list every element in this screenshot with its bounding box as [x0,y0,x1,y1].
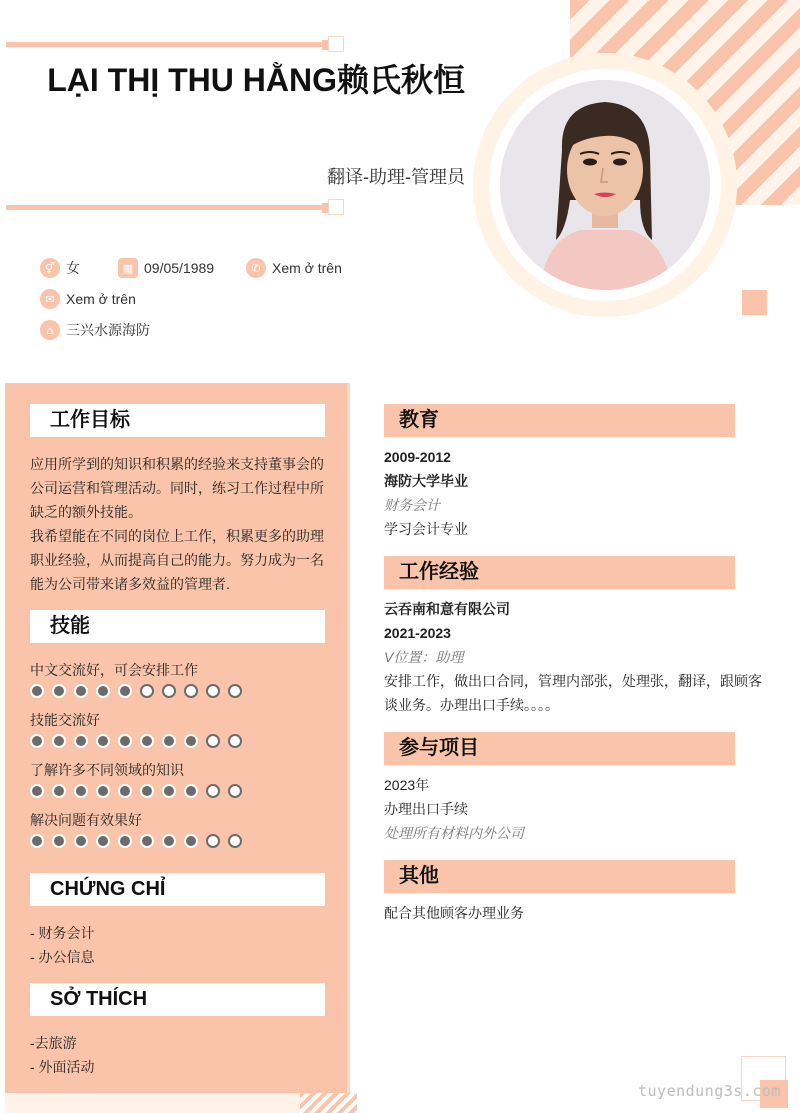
rating-dot-filled [52,684,66,698]
gender-value: 女 [66,260,80,276]
birthday-item [118,258,214,278]
rating-dot-filled [96,684,110,698]
experience-position: V位置：助理 [384,649,464,665]
rating-dot-filled [30,784,44,798]
decorative-box [328,199,344,215]
other-description: 配合其他顾客办理业务 [384,905,524,921]
experience-company: 云吞南和意有限公司 [384,601,510,617]
skill-rating [30,834,250,848]
email-item [40,289,136,309]
rating-dot-filled [162,734,176,748]
calendar-icon: ▦ [118,258,138,278]
project-year: 2023年 [384,777,430,793]
candidate-name: LẠI THỊ THU HẰNG赖氏秋恒 [47,62,465,98]
rating-dot-filled [118,684,132,698]
certificate-item: - 财务会计 [30,925,95,941]
skill-rating [30,684,250,698]
rating-dot-filled [30,834,44,848]
rating-dot-empty [206,684,220,698]
experience-description: 安排工作，做出口合同，管理内部张，处理张，翻译，跟顾客 谈业务。办理出口手续。。。。 [384,673,762,713]
rating-dot-filled [118,734,132,748]
hobby-item: -去旅游 [30,1035,77,1051]
skill-rating [30,734,250,748]
section-title-projects: 参与项目 [384,732,735,765]
experience-period: 2021-2023 [384,625,451,641]
certificate-item: - 办公信息 [30,949,95,965]
rating-dot-empty [228,784,242,798]
skill-rating [30,784,250,798]
gender-icon: ⚥ [40,258,60,278]
rating-dot-empty [228,684,242,698]
skill-label: 了解许多不同领域的知识 [30,762,184,778]
rating-dot-filled [74,784,88,798]
skill-label: 技能交流好 [30,712,100,728]
rating-dot-empty [162,684,176,698]
education-school: 海防大学毕业 [384,473,468,489]
rating-dot-filled [52,784,66,798]
section-title-other: 其他 [384,860,735,893]
rating-dot-filled [30,684,44,698]
gender-item [40,258,80,278]
section-title-objective: 工作目标 [30,404,325,437]
education-major: 财务会计 [384,497,440,513]
birthday-value: 09/05/1989 [144,260,215,276]
rating-dot-filled [118,784,132,798]
rating-dot-filled [162,834,176,848]
section-title-certificates: CHỨNG CHỈ [30,873,325,906]
profile-photo [500,80,710,290]
section-title-experience: 工作经验 [384,556,735,589]
decorative-box [328,36,344,52]
rating-dot-filled [96,734,110,748]
rating-dot-filled [140,834,154,848]
project-description: 处理所有材料内外公司 [384,825,524,841]
hobby-item: - 外面活动 [30,1059,95,1075]
rating-dot-filled [118,834,132,848]
education-period: 2009-2012 [384,449,451,465]
decorative-square [742,290,767,315]
address-item [40,320,150,340]
rating-dot-filled [184,784,198,798]
project-name: 办理出口手续 [384,801,468,817]
rating-dot-empty [184,684,198,698]
phone-item [246,258,342,278]
rating-dot-filled [30,734,44,748]
phone-value: Xem ở trên [272,260,342,276]
email-value: Xem ở trên [66,291,136,307]
home-icon: ⌂ [40,320,60,340]
rating-dot-empty [140,684,154,698]
rating-dot-empty [206,784,220,798]
decorative-line-bottom [6,205,328,210]
skill-label: 中文交流好，可会安排工作 [30,662,198,678]
job-title: 翻译-助理-管理员 [327,167,465,187]
section-title-hobbies: SỞ THÍCH [30,983,325,1016]
rating-dot-filled [52,734,66,748]
address-value: 三兴水源海防 [66,322,150,338]
rating-dot-filled [184,734,198,748]
rating-dot-empty [228,834,242,848]
rating-dot-filled [74,834,88,848]
rating-dot-filled [52,834,66,848]
email-icon: ✉ [40,289,60,309]
objective-text: 应用所学到的知识和积累的经验来支持董事会的 公司运营和管理活动。同时，练习工作过程中所 缺乏的额外技能。 我希望能在不同的岗位上工作，积累更多的助理 职业经验，从而提高自己的能力。努力成为一名 能为公司带来诸多效益的管理者. [30,456,324,592]
section-title-skills: 技能 [30,610,325,643]
education-description: 学习会计专业 [384,521,468,537]
decorative-line-top [6,42,328,47]
rating-dot-filled [96,784,110,798]
section-title-education: 教育 [384,404,735,437]
rating-dot-filled [162,784,176,798]
phone-icon: ✆ [246,258,266,278]
skill-label: 解决问题有效果好 [30,812,142,828]
decorative-stripes-bottom [300,1093,357,1113]
rating-dot-empty [206,734,220,748]
rating-dot-filled [184,834,198,848]
rating-dot-filled [74,684,88,698]
rating-dot-empty [228,734,242,748]
rating-dot-filled [140,734,154,748]
rating-dot-filled [140,784,154,798]
rating-dot-filled [96,834,110,848]
watermark: tuyendung3s.com [638,1082,781,1100]
rating-dot-filled [74,734,88,748]
rating-dot-empty [206,834,220,848]
